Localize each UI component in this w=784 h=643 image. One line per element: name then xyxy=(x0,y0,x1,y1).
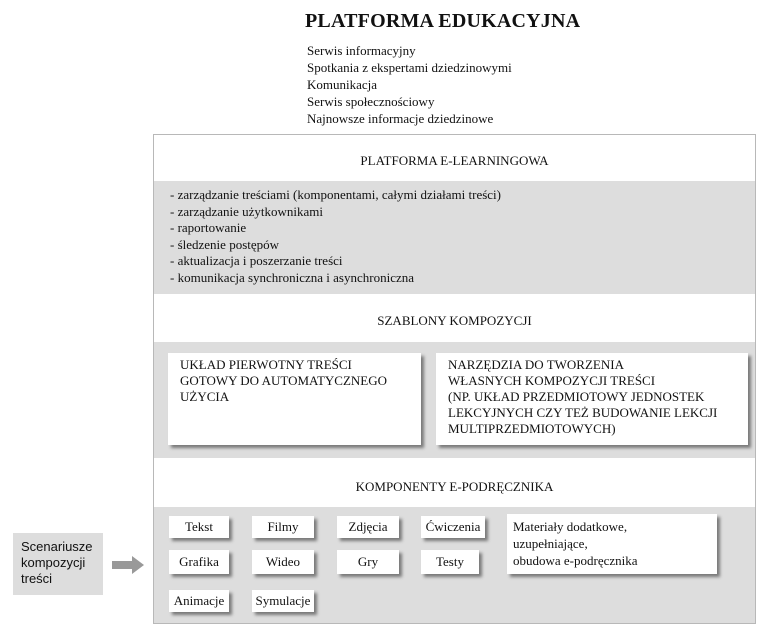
service-item: Serwis informacyjny xyxy=(307,43,416,58)
additional-line: uzupełniające, xyxy=(513,536,588,551)
component-exercises: Ćwiczenia xyxy=(421,516,485,538)
additional-materials-box xyxy=(507,514,717,574)
service-item: Komunikacja xyxy=(307,77,378,92)
component-text: Tekst xyxy=(169,516,229,538)
feature-item: - komunikacja synchroniczna i asynchroniczna xyxy=(170,269,415,285)
feature-item: - śledzenie postępów xyxy=(170,236,280,252)
service-item: Serwis społecznościowy xyxy=(307,94,435,109)
scenario-line: kompozycji xyxy=(21,555,86,570)
card-line: WŁASNYCH KOMPOZYCJI TREŚCI xyxy=(448,373,656,388)
component-games: Gry xyxy=(337,550,399,574)
arrow-right-icon xyxy=(110,555,146,575)
card-line: NARZĘDZIA DO TWORZENIA xyxy=(448,357,624,372)
features-list xyxy=(170,187,501,286)
card-line: UKŁAD PIERWOTNY TREŚCI xyxy=(180,357,352,372)
feature-item: - zarządzanie treściami (komponentami, całymi działami treści) xyxy=(170,187,501,202)
card-line: LEKCYJNYCH CZY TEŻ BUDOWANIE LEKCJI xyxy=(448,405,718,420)
component-photos: Zdjęcia xyxy=(337,516,399,538)
component-simulations: Symulacje xyxy=(252,590,314,612)
feature-item: - zarządzanie użytkownikami xyxy=(170,203,324,219)
component-graphics: Grafika xyxy=(169,550,229,574)
component-films: Filmy xyxy=(252,516,314,538)
service-item: Najnowsze informacje dziedzinowe xyxy=(307,111,494,126)
scenario-line: Scenariusze xyxy=(21,539,93,554)
arrow-shape xyxy=(112,556,144,574)
additional-line: obudowa e-podręcznika xyxy=(513,553,638,568)
component-video: Wideo xyxy=(252,550,314,574)
card-line: GOTOWY DO AUTOMATYCZNEGO xyxy=(180,373,388,388)
scenario-line: treści xyxy=(21,571,53,586)
templates-title: SZABLONY KOMPOZYCJI xyxy=(377,313,532,328)
feature-item: - raportowanie xyxy=(170,220,247,235)
card-line: MULTIPRZEDMIOTOWYCH) xyxy=(448,421,616,436)
card-line: (NP. UKŁAD PRZEDMIOTOWY JEDNOSTEK xyxy=(448,389,705,404)
additional-line: Materiały dodatkowe, xyxy=(513,519,628,534)
services-list xyxy=(307,42,512,127)
card-line: UŻYCIA xyxy=(180,389,230,404)
service-item: Spotkania z ekspertami dziedzinowymi xyxy=(307,60,512,75)
feature-item: - aktualizacja i poszerzanie treści xyxy=(170,253,343,268)
components-title: KOMPONENTY E-PODRĘCZNIKA xyxy=(355,479,554,494)
scenario-box xyxy=(13,533,103,595)
template-card-automatic xyxy=(168,353,421,445)
elearning-title: PLATFORMA E-LEARNINGOWA xyxy=(360,153,549,168)
template-card-tools xyxy=(436,353,748,445)
component-tests: Testy xyxy=(421,550,479,574)
component-animations: Animacje xyxy=(169,590,229,612)
platform-title: PLATFORMA EDUKACYJNA xyxy=(305,10,581,32)
